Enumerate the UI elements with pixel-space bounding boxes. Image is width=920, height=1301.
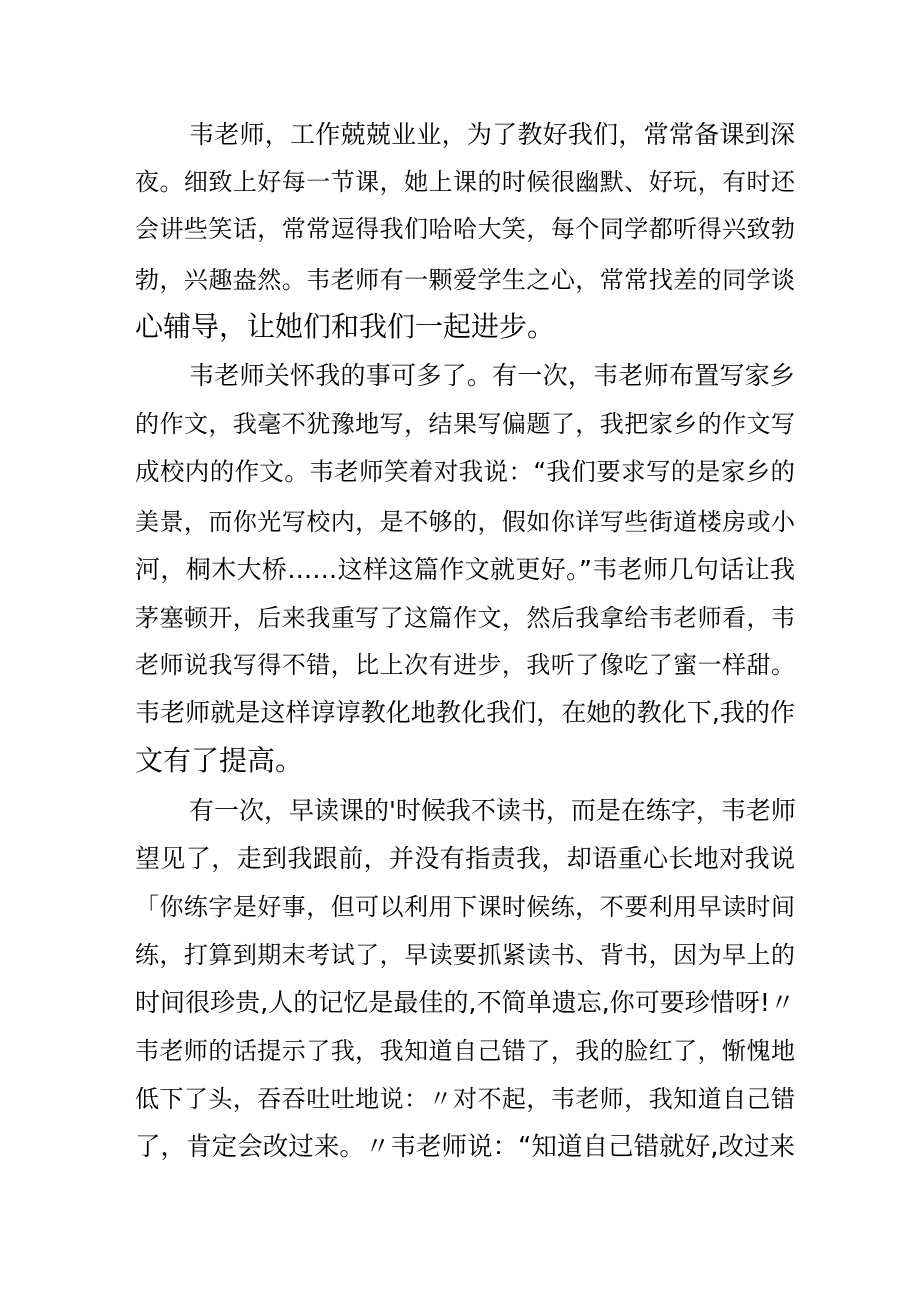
paragraph-2-line-2: 的作文，我毫不犹豫地写，结果写偏题了，我把家乡的作文写: [135, 410, 795, 438]
paragraph-2-line-7: 老师说我写得不错，比上次有进步，我听了像吃了蜜一样甜。: [135, 651, 795, 679]
paragraph-2-line-6: 茅塞顿开，后来我重写了这篇作文，然后我拿给韦老师看，韦: [135, 604, 795, 632]
paragraph-3-line-8: 了，肯定会改过来。〃韦老师说：“知道自己错就好,改过来: [135, 1132, 795, 1162]
paragraph-2-line-1: 韦老师关怀我的事可多了。有一次，韦老师布置写家乡: [189, 361, 795, 390]
paragraph-1-line-5: 心辅导，让她们和我们一起进步。: [135, 310, 556, 343]
paragraph-2-line-3: 成校内的作文。韦老师笑着对我说：“我们要求写的是家乡的: [135, 457, 795, 486]
paragraph-1-line-1: 韦老师，工作兢兢业业，为了教好我们，常常备课到深: [189, 120, 795, 149]
paragraph-3-line-3: 「你练字是好事，但可以利用下课时候练，不要利用早读时间: [135, 893, 795, 921]
paragraph-1-line-4: 勃，兴趣盎然。韦老师有一颗爱学生之心，常常找差的同学谈: [135, 266, 795, 294]
paragraph-3-line-4: 练，打算到期末考试了，早读要抓紧读书、背书，因为早上的: [135, 941, 795, 969]
paragraph-3-line-7: 低下了头，吞吞吐吐地说：〃对不起，韦老师，我知道自己错: [135, 1085, 795, 1113]
paragraph-2-line-4: 美景，而你光写校内，是不够的，假如你详写些街道楼房或小: [135, 508, 795, 536]
paragraph-1-line-2: 夜。细致上好每一节课，她上课的时候很幽默、好玩，有时还: [135, 168, 795, 196]
paragraph-2-line-8: 韦老师就是这样谆谆教化地教化我们，在她的教化下,我的作: [135, 698, 795, 727]
paragraph-3-line-6: 韦老师的话提示了我，我知道自己错了，我的脸红了，惭愧地: [135, 1037, 795, 1065]
paragraph-1-line-3: 会讲些笑话，常常逗得我们哈哈大笑，每个同学都听得兴致勃: [135, 215, 795, 243]
paragraph-2-line-9: 文有了提高。: [135, 744, 304, 777]
paragraph-2-line-5: 河，桐木大桥……这样这篇作文就更好。”韦老师几句话让我: [135, 555, 795, 584]
paragraph-3-line-2: 望见了，走到我跟前，并没有指责我，却语重心长地对我说: [135, 844, 795, 873]
paragraph-3-line-5: 时间很珍贵,人的记忆是最佳的,不简单遗忘,你可要珍惜呀!〃: [135, 988, 795, 1017]
paragraph-3-line-1: 有一次，早读课的'时候我不读书，而是在练字，韦老师: [189, 796, 796, 825]
